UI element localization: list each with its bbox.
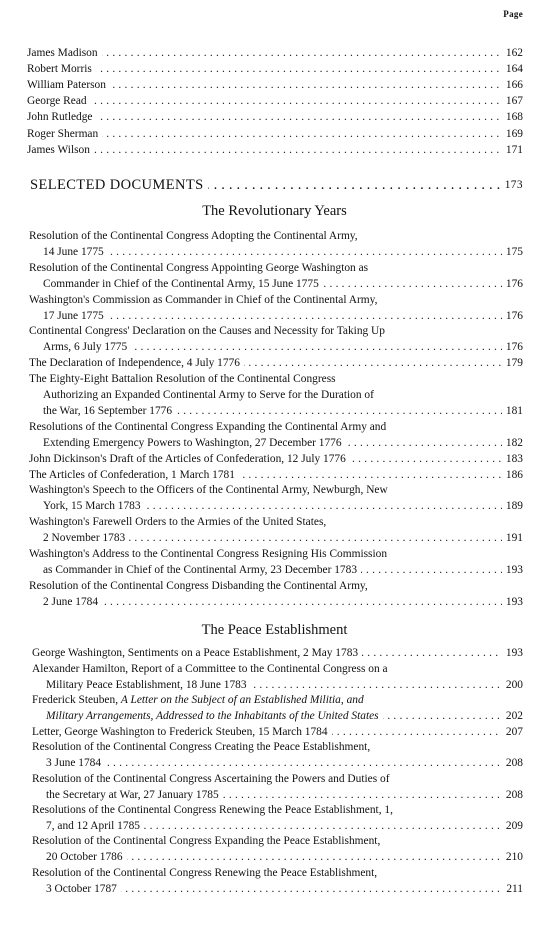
toc-entry[interactable] [0, 546, 549, 578]
toc-entry[interactable] [0, 661, 549, 693]
entry-page-number: 207 [502, 724, 523, 740]
toc-entry[interactable] [0, 419, 549, 451]
entry-page-number: 162 [502, 45, 523, 61]
entry-line-text: Alexander Hamilton, Report of a Committee to the Continental Congress on a [32, 662, 388, 675]
entry-line-text: 3 June 1784 [46, 757, 105, 769]
entry-page-number: 167 [502, 93, 523, 109]
entry-line-text: John Rutledge [27, 111, 97, 123]
entry-page-number: 175 [502, 244, 523, 260]
entry-line-text: Resolution of the Continental Congress Ascertaining the Powers and Duties of [32, 772, 390, 785]
toc-entry[interactable] [0, 692, 549, 724]
entry-line-text: Resolution of the Continental Congress Disbanding the Continental Army, [29, 579, 368, 592]
entry-line-text: Robert Morris [27, 63, 96, 75]
entry-page-number: 183 [502, 451, 523, 467]
toc-entry[interactable] [0, 724, 549, 740]
entry-line-text: Military Peace Establishment, 18 June 1783 [46, 679, 251, 691]
toc-entry[interactable] [0, 802, 549, 834]
entry-line-text: Resolution of the Continental Congress Creating the Peace Establishment, [32, 741, 371, 754]
entry-page-number: 181 [502, 403, 523, 419]
entry-line-text: York, 15 March 1783 [43, 500, 145, 512]
entry-page-number: 189 [502, 498, 523, 514]
entry-line-text: James Wilson [27, 144, 94, 156]
entry-line-text: 17 June 1775 [43, 310, 108, 322]
entry-line-text: the War, 16 September 1776 [43, 405, 176, 417]
toc-entry[interactable] [0, 578, 549, 610]
entry-page-number: 176 [502, 276, 523, 292]
group-heading-peace-establishment: The Peace Establishment [201, 622, 348, 638]
entry-line-text: Letter, George Washington to Frederick Steuben, 15 March 1784 [32, 726, 332, 738]
entry-page-number: 176 [502, 308, 523, 324]
name-entry[interactable] [0, 142, 549, 158]
entry-page-number: 210 [502, 849, 523, 865]
entry-line-text: George Washington, Sentiments on a Peace Establishment, 2 May 1783 [32, 647, 362, 659]
entry-line-text: The Declaration of Independence, 4 July 1776 [29, 357, 244, 369]
entry-line-text: 7, and 12 April 1785 [46, 820, 144, 832]
name-entry[interactable] [0, 61, 549, 77]
entry-line-text: Roger Sherman [27, 128, 102, 140]
entry-line-text: Arms, 6 July 1775 [43, 341, 131, 353]
entry-line-text: Resolution of the Continental Congress Appointing George Washington as [29, 261, 369, 274]
entry-page-number: 208 [502, 787, 523, 803]
name-entry[interactable] [0, 77, 549, 93]
entry-line-text: Washington's Address to the Continental Congress Resigning His Commission [29, 548, 388, 560]
toc-entry[interactable] [0, 467, 549, 483]
entry-line-text: The Articles of Confederation, 1 March 1781 [29, 469, 239, 481]
entry-line-text: James Madison [27, 47, 102, 59]
entry-line-text: John Dickinson's Draft of the Articles of Confederation, 12 July 1776 [29, 453, 350, 465]
entry-line-text: The Eighty-Eight Battalion Resolution of the Continental Congress [29, 373, 336, 386]
name-entry[interactable] [0, 93, 549, 109]
toc-entry[interactable] [0, 739, 549, 771]
name-entry[interactable] [0, 45, 549, 61]
entry-page-number: 211 [502, 881, 523, 897]
entry-page-number: 200 [502, 677, 523, 693]
entry-line-text: Resolution of the Continental Congress Expanding the Peace Establishment, [32, 835, 381, 848]
entry-line-text: Resolutions of the Continental Congress Renewing the Peace Establishment, 1, [32, 804, 393, 816]
page-column-label: Page [503, 9, 523, 19]
entry-line-text: 14 June 1775 [43, 246, 108, 258]
entry-page-number: 164 [502, 61, 523, 77]
toc-entry[interactable] [0, 451, 549, 467]
entry-line-text: Authorizing an Expanded Continental Army to Serve for the Duration of [43, 389, 374, 402]
entry-line-text: 3 October 1787 [46, 883, 121, 895]
toc-entry[interactable] [0, 833, 549, 865]
entry-page-number: 193 [502, 562, 523, 578]
entry-page-number: 191 [502, 530, 523, 546]
entry-line-text: George Read [27, 95, 91, 107]
entry-page-number: 179 [502, 355, 523, 371]
entry-line-text: Continental Congress' Declaration on the Causes and Necessity for Taking Up [29, 325, 385, 338]
entry-line-text: Frederick Steuben, A Letter on the Subject of an Established Militia, and [32, 694, 364, 707]
entry-page-number: 186 [502, 467, 523, 483]
entry-page-number: 171 [502, 142, 523, 158]
entry-line-text: 20 October 1786 [46, 851, 127, 863]
entry-line-text: 2 November 1783 [43, 532, 129, 544]
entry-line-text: William Paterson [27, 79, 110, 91]
entry-page-number: 168 [502, 109, 523, 125]
toc-entry[interactable] [0, 514, 549, 546]
toc-entry[interactable] [0, 371, 549, 419]
section-title: SELECTED DOCUMENTS [30, 177, 208, 193]
entry-page-number: 166 [502, 77, 523, 93]
entry-page-number: 193 [502, 594, 523, 610]
entry-line-text: Resolution of the Continental Congress Adopting the Continental Army, [29, 230, 358, 242]
entry-line-text: Washington's Speech to the Officers of the Continental Army, Newburgh, New [29, 484, 388, 497]
toc-entry[interactable] [0, 771, 549, 803]
toc-entry[interactable] [0, 292, 549, 324]
entry-line-text: the Secretary at War, 27 January 1785 [46, 789, 223, 801]
toc-entry[interactable] [0, 228, 549, 260]
toc-entry[interactable] [0, 645, 549, 661]
entry-page-number: 182 [502, 435, 523, 451]
entry-line-text: Washington's Commission as Commander in Chief of the Continental Army, [29, 293, 378, 306]
entry-line-text: Military Arrangements, Addressed to the Inhabitants of the United States [46, 710, 383, 722]
entry-line-text: Commander in Chief of the Continental Army, 15 June 1775 [43, 278, 323, 290]
entry-line-text: as Commander in Chief of the Continental Army, 23 December 1783 [43, 564, 361, 576]
entry-line-text: Washington's Farewell Orders to the Armies of the United States, [29, 516, 327, 529]
section-heading-selected-documents[interactable] [30, 176, 523, 194]
group-heading-revolutionary-years: The Revolutionary Years [202, 203, 347, 219]
entry-line-text: 2 June 1784 [43, 596, 102, 608]
entry-page-number: 169 [502, 126, 523, 142]
entry-page-number: 176 [502, 339, 523, 355]
entry-page-number: 202 [502, 708, 523, 724]
name-entry[interactable] [0, 126, 549, 142]
toc-entry[interactable] [0, 260, 549, 292]
entry-line-text: Resolutions of the Continental Congress Expanding the Continental Army and [29, 420, 387, 433]
toc-entry[interactable] [0, 323, 549, 355]
toc-entry[interactable] [0, 355, 549, 371]
entry-page-number: 209 [502, 818, 523, 834]
entry-page-number: 193 [502, 645, 523, 661]
entry-line-text: Resolution of the Continental Congress Renewing the Peace Establishment, [32, 866, 378, 879]
name-entry[interactable] [0, 109, 549, 125]
entry-page-number: 208 [502, 755, 523, 771]
toc-entry[interactable] [0, 865, 549, 897]
section-page-number: 173 [501, 176, 523, 194]
entry-line-text: Extending Emergency Powers to Washington, 27 December 1776 [43, 437, 346, 449]
toc-entry[interactable] [0, 482, 549, 514]
